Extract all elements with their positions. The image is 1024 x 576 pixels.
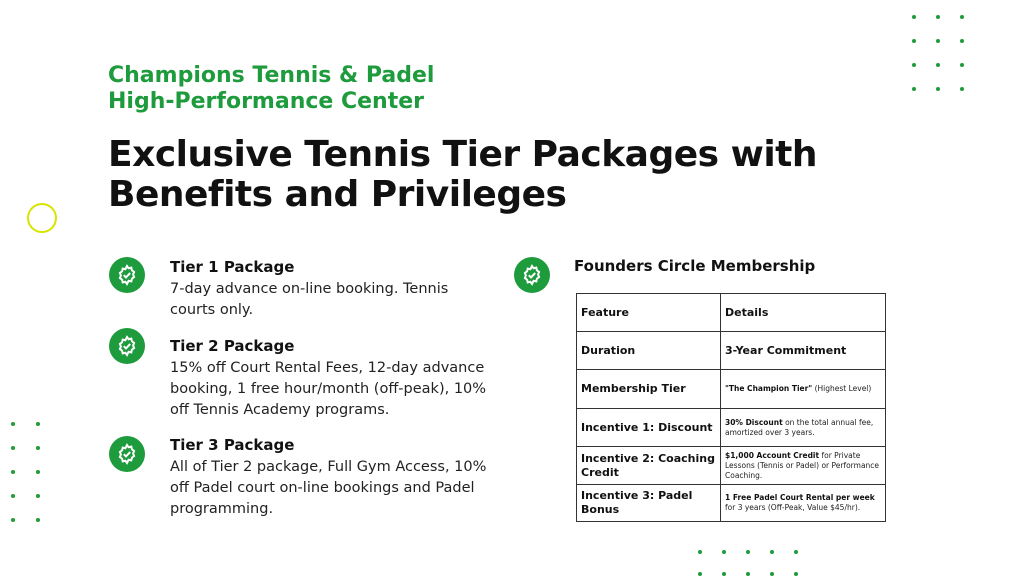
details-bold: 30% Discount bbox=[725, 417, 783, 427]
org-name-line2: High-Performance Center bbox=[108, 89, 424, 114]
tier-desc-line: booking, 1 free hour/month (off-peak), 10% bbox=[170, 381, 487, 397]
tier-desc-line: programming. bbox=[170, 501, 274, 517]
dot-grid-bottom bbox=[698, 550, 798, 576]
tier-description bbox=[170, 457, 500, 520]
table-row bbox=[577, 447, 886, 485]
tier-description bbox=[170, 279, 500, 321]
org-name-line1: Champions Tennis & Padel bbox=[108, 63, 435, 88]
row-feature: Membership Tier bbox=[577, 370, 721, 409]
gear-check-icon bbox=[109, 328, 145, 364]
decorative-ring bbox=[27, 203, 57, 233]
tier-desc-line: off Tennis Academy programs. bbox=[170, 402, 390, 418]
row-feature: Incentive 1: Discount bbox=[577, 409, 721, 447]
table-header-row bbox=[577, 294, 886, 332]
details-rest: for Private Lessons (Tennis or Padel) or Performance Coaching. bbox=[725, 450, 880, 480]
page-title bbox=[108, 135, 908, 215]
details-bold: "The Champion Tier" bbox=[725, 384, 813, 393]
feature-line: Credit bbox=[581, 465, 619, 479]
tier-desc-line: off Padel court on-line bookings and Padel bbox=[170, 480, 475, 496]
header-details: Details bbox=[721, 294, 886, 332]
details-rest: for 3 years (Off-Peak, Value $45/hr). bbox=[725, 503, 861, 512]
tier-1-package bbox=[170, 257, 500, 321]
tier-desc-line: courts only. bbox=[170, 302, 254, 318]
tier-desc-line: 7-day advance on-line booking. Tennis bbox=[170, 281, 449, 297]
feature-line: Incentive 2: Coaching bbox=[581, 451, 715, 465]
page-title-line1: Exclusive Tennis Tier Packages with bbox=[108, 134, 818, 175]
details-bold: 1 Free Padel Court Rental per week bbox=[725, 493, 875, 502]
tier-title: Tier 1 Package bbox=[170, 258, 295, 276]
dot-grid-left bbox=[11, 422, 40, 522]
row-details: 3-Year Commitment bbox=[721, 332, 886, 370]
gear-check-icon bbox=[514, 257, 550, 293]
row-details bbox=[721, 485, 886, 522]
tier-title: Tier 2 Package bbox=[170, 337, 295, 355]
row-feature bbox=[577, 447, 721, 485]
table-row bbox=[577, 409, 886, 447]
table-row bbox=[577, 370, 886, 409]
table-row bbox=[577, 485, 886, 522]
tier-3-package bbox=[170, 435, 500, 520]
details-bold: $1,000 Account Credit bbox=[725, 450, 820, 460]
page-title-line2: Benefits and Privileges bbox=[108, 174, 567, 215]
founders-circle-table bbox=[576, 293, 886, 522]
row-details bbox=[721, 409, 886, 447]
tier-desc-line: 15% off Court Rental Fees, 12-day advance bbox=[170, 360, 485, 376]
tier-2-package bbox=[170, 336, 500, 421]
dot-grid-top-right bbox=[912, 15, 964, 91]
gear-check-icon bbox=[109, 257, 145, 293]
gear-check-icon bbox=[109, 436, 145, 472]
header-feature: Feature bbox=[577, 294, 721, 332]
row-details bbox=[721, 370, 886, 409]
details-rest: (Highest Level) bbox=[812, 384, 872, 393]
tier-title: Tier 3 Package bbox=[170, 436, 295, 454]
tier-desc-line: All of Tier 2 package, Full Gym Access, 10% bbox=[170, 459, 487, 475]
tier-description bbox=[170, 358, 500, 421]
details-rest: on the total annual fee, amortized over 3 years. bbox=[725, 417, 874, 437]
org-name bbox=[108, 63, 434, 115]
row-feature: Duration bbox=[577, 332, 721, 370]
row-details bbox=[721, 447, 886, 485]
founders-circle-title: Founders Circle Membership bbox=[574, 257, 816, 275]
table-row bbox=[577, 332, 886, 370]
row-feature: Incentive 3: Padel Bonus bbox=[577, 485, 721, 522]
